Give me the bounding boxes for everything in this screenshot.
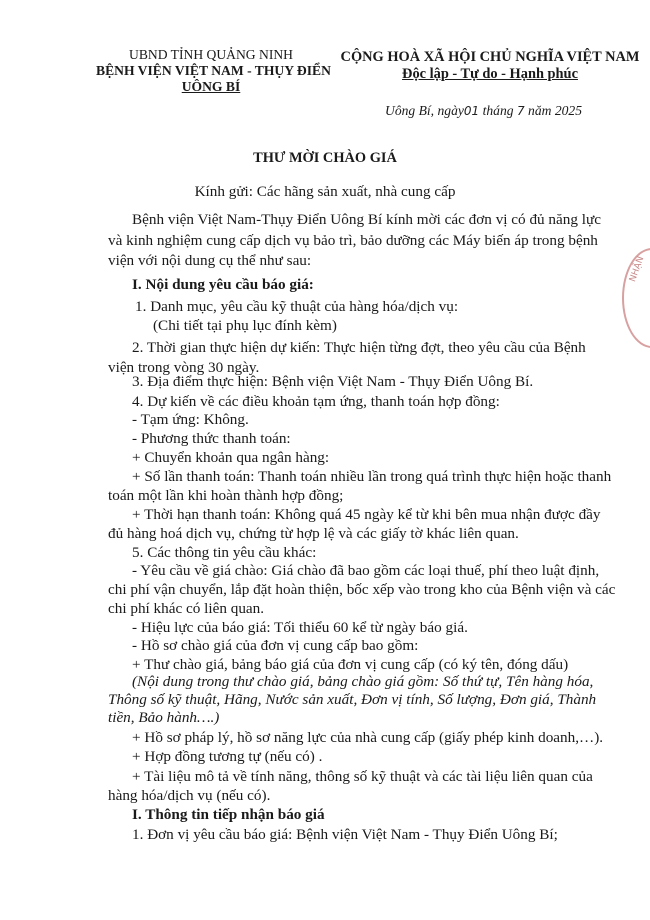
body-line: (Nội dung trong thư chào giá, bảng chào giá gồm: Số thứ tự, Tên hàng hóa, [132, 673, 594, 690]
body-line: tiền, Bảo hành….) [108, 709, 220, 726]
body-line: viện với nội dung cụ thể như sau: [108, 252, 312, 269]
national-title: CỘNG HOÀ XÃ HỘI CHỦ NGHĨA VIỆT NAM [340, 49, 640, 65]
org-name: BỆNH VIỆN VIỆT NAM - THỤY ĐIỂN [96, 63, 331, 78]
body-line: Bệnh viện Việt Nam-Thụy Điển Uông Bí kính mời các đơn vị có đủ năng lực [132, 211, 601, 228]
body-line: + Hợp đồng tương tự (nếu có) . [132, 748, 323, 765]
body-line: 2. Thời gian thực hiện dự kiến: Thực hiện từng đợt, theo yêu cầu của Bệnh [132, 339, 586, 356]
body-line: 1. Danh mục, yêu cầu kỹ thuật của hàng hóa/dịch vụ: [135, 298, 459, 315]
body-line: chi phí khác có liên quan. [108, 600, 265, 617]
body-line: 4. Dự kiến về các điều khoản tạm ứng, thanh toán hợp đồng: [132, 393, 500, 410]
body-line: 5. Các thông tin yêu cầu khác: [132, 544, 317, 561]
body-line: 3. Địa điểm thực hiện: Bệnh viện Việt Nam - Thụy Điển Uông Bí. [132, 373, 534, 390]
org-parent: UBND TỈNH QUẢNG NINH [129, 47, 293, 62]
date-month: 7 [516, 104, 525, 118]
body-line: và kinh nghiệm cung cấp dịch vụ bảo trì, bảo dưỡng các Máy biến áp trong bệnh [108, 232, 598, 249]
body-line: - Hiệu lực của báo giá: Tối thiểu 60 kể từ ngày báo giá. [132, 619, 468, 636]
body-line: - Yêu cầu về giá chào: Giá chào đã bao gồm các loại thuế, phí theo luật định, [132, 562, 600, 579]
date-day: 01 [463, 104, 480, 118]
body-line: - Phương thức thanh toán: [132, 430, 291, 447]
date-line: Uông Bí, ngày01 tháng 7 năm 2025 [385, 103, 583, 118]
body-line: + Tài liệu mô tả về tính năng, thông số kỹ thuật và các tài liệu liên quan của [132, 768, 593, 785]
body-line: Thông số kỹ thuật, Hãng, Nước sản xuất, Đơn vị tính, Số lượng, Đơn giá, Thành [108, 691, 597, 708]
national-motto: Độc lập - Tự do - Hạnh phúc [402, 66, 578, 82]
body-line: viện trong vòng 30 ngày. [108, 359, 260, 376]
body-line: + Số lần thanh toán: Thanh toán nhiều lần trong quá trình thực hiện hoặc thanh [132, 468, 612, 485]
body-line: + Thư chào giá, bảng báo giá của đơn vị cung cấp (có ký tên, đóng dấu) [132, 656, 569, 673]
body-line: + Thời hạn thanh toán: Không quá 45 ngày kể từ khi bên mua nhận được đầy [132, 506, 601, 523]
body-line: + Chuyển khoản qua ngân hàng: [132, 449, 330, 466]
section-heading: I. Nội dung yêu cầu báo giá: [132, 276, 314, 293]
recipient-line: Kính gửi: Các hãng sản xuất, nhà cung cấp [194, 183, 456, 200]
body-line: + Hồ sơ pháp lý, hồ sơ năng lực của nhà cung cấp (giấy phép kinh doanh,…). [132, 729, 604, 746]
body-line: 1. Đơn vị yêu cầu báo giá: Bệnh viện Việt Nam - Thụy Điển Uông Bí; [132, 826, 558, 843]
body-line: chi phí vận chuyển, lắp đặt hoàn thiện, bốc xếp vào trong kho của Bệnh viện và các [108, 581, 616, 598]
body-line: (Chi tiết tại phụ lục đính kèm) [153, 317, 337, 334]
body-line: toán một lần khi hoàn thành hợp đồng; [108, 487, 344, 504]
received-stamp-text: NHẬN [628, 255, 647, 284]
body-line: - Hồ sơ chào giá của đơn vị cung cấp bao gồm: [132, 637, 419, 654]
org-location: UÔNG BÍ [181, 79, 241, 94]
document-title: THƯ MỜI CHÀO GIÁ [253, 150, 397, 166]
section-heading: I. Thông tin tiếp nhận báo giá [132, 806, 325, 823]
body-line: đủ hàng hoá dịch vụ, chứng từ hợp lệ và các giấy tờ khác liên quan. [108, 525, 519, 542]
body-line: hàng hóa/dịch vụ (nếu có). [108, 787, 271, 804]
body-line: - Tạm ứng: Không. [132, 411, 249, 428]
